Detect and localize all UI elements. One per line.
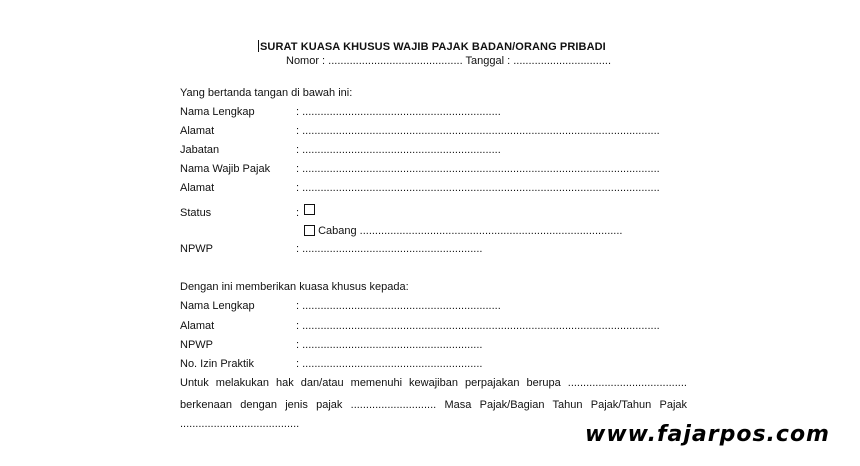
proxy-license-field: : ........................................................... — [296, 358, 483, 370]
tax-period-field: ....................................... — [180, 418, 300, 430]
status-colon: : — [296, 207, 300, 219]
document-number-date: Nomor : ............................................ Tanggal : ................................ — [286, 55, 611, 67]
grantor-position-label: Jabatan — [180, 144, 220, 156]
paragraph-line-2 — [180, 399, 687, 411]
word: Untuk — [180, 377, 209, 389]
section2-intro: Dengan ini memberikan kuasa khusus kepada: — [180, 281, 409, 293]
word: dan/atau — [300, 377, 344, 389]
proxy-npwp-label: NPWP — [180, 339, 213, 351]
grantor-npwp-label: NPWP — [180, 243, 213, 255]
word: berkenaan — [180, 399, 232, 411]
section1-intro: Yang bertanda tangan di bawah ini: — [180, 87, 353, 99]
word: jenis — [285, 399, 308, 411]
status-pusat-checkbox[interactable] — [304, 204, 315, 215]
tax-type-field: ............................ — [350, 399, 437, 411]
paragraph-line-1 — [180, 377, 687, 389]
grantor-npwp-field: : ........................................................... — [296, 243, 483, 255]
taxpayer-address-field: : ..................................................................................................................... — [296, 182, 660, 194]
status-cabang-row — [304, 225, 622, 237]
proxy-name-field: : ................................................................. — [296, 300, 501, 312]
word: Pajak — [659, 399, 688, 411]
text-cursor — [258, 40, 259, 52]
proxy-name-label: Nama Lengkap — [180, 300, 255, 312]
grantor-address-label: Alamat — [180, 125, 215, 137]
word: Tahun — [552, 399, 583, 411]
proxy-npwp-field: : ........................................................... — [296, 339, 483, 351]
website-watermark: www.fajarpos.com — [585, 422, 830, 447]
proxy-address-label: Alamat — [180, 320, 215, 332]
proxy-address-field: : ..................................................................................................................... — [296, 320, 660, 332]
taxpayer-name-field: : ..................................................................................................................... — [296, 163, 660, 175]
word: perpajakan — [465, 377, 520, 389]
word: Masa — [444, 399, 472, 411]
word: kewajiban — [409, 377, 458, 389]
taxpayer-address-label: Alamat — [180, 182, 215, 194]
word: Pajak/Tahun — [590, 399, 652, 411]
taxpayer-name-label: Nama Wajib Pajak — [180, 163, 271, 175]
grantor-name-field: : ................................................................. — [296, 106, 501, 118]
grantor-name-label: Nama Lengkap — [180, 106, 255, 118]
document-title-text: SURAT KUASA KHUSUS WAJIB PAJAK BADAN/ORANG PRIBADI — [260, 41, 606, 53]
status-cabang-checkbox[interactable] — [304, 225, 315, 236]
document-title — [258, 40, 606, 53]
word: pajak — [316, 399, 343, 411]
word: berupa — [526, 377, 561, 389]
grantor-address-field: : ..................................................................................................................... — [296, 125, 660, 137]
proxy-license-label: No. Izin Praktik — [180, 358, 254, 370]
status-label: Status — [180, 207, 212, 219]
word: memenuhi — [350, 377, 403, 389]
word: Pajak/Bagian — [479, 399, 545, 411]
obligation-field: ....................................... — [567, 377, 687, 389]
word: hak — [276, 377, 294, 389]
grantor-position-field: : ................................................................. — [296, 144, 501, 156]
status-cabang-text: Cabang ...................................................................................... — [318, 225, 623, 237]
word: melakukan — [215, 377, 269, 389]
word: dengan — [240, 399, 277, 411]
